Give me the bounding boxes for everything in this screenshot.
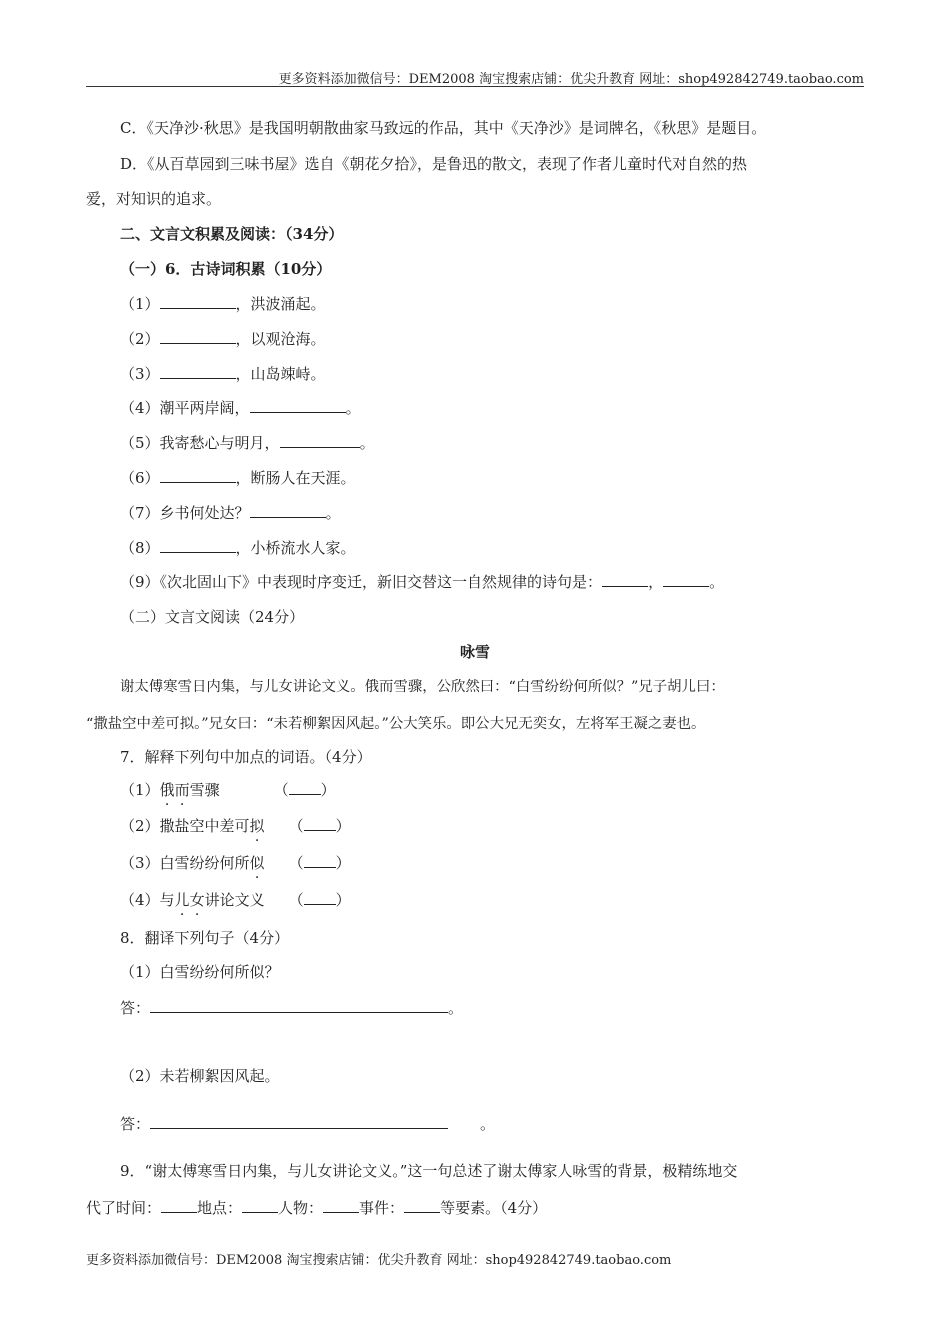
q7-stem: 7．解释下列句中加点的词语。（4分）	[120, 748, 372, 766]
answer-blank[interactable]	[304, 853, 336, 868]
page-header: 更多资料添加微信号：DEM2008 淘宝搜索店铺：优尖升教育 网址：shop492842749.taobao.com	[278, 72, 864, 87]
answer-line[interactable]	[150, 1114, 448, 1129]
q8-answer-1: 答： 。	[120, 999, 464, 1017]
part-2-heading: （二）文言文阅读（24分）	[120, 608, 305, 626]
poem-item-1: （1） ，洪波涌起。	[120, 295, 326, 313]
q9-line-2: 代了时间： 地点： 人物： 事件： 等要素。（4分）	[86, 1199, 548, 1217]
header-divider	[86, 86, 864, 87]
page-footer: 更多资料添加微信号：DEM2008 淘宝搜索店铺：优尖升教育 网址：shop492842749.taobao.com	[86, 1253, 672, 1268]
answer-blank[interactable]	[663, 572, 709, 587]
option-c: C．《天净沙·秋思》是我国明朝散曲家马致远的作品，其中《天净沙》是词牌名，《秋思》是题目。	[120, 119, 767, 137]
answer-blank[interactable]	[289, 780, 321, 795]
poem-item-3: （3） ，山岛竦峙。	[120, 365, 326, 383]
q7-item-3: （3）白雪纷纷何所似 （ ）	[120, 854, 351, 872]
poem-item-4: （4）潮平两岸阔， 。	[120, 399, 361, 417]
passage-line-2: “撒盐空中差可拟。”兄女曰：“未若柳絮因风起。”公大笑乐。即公大兄无奕女，左将军王凝之妻也。	[86, 716, 706, 732]
answer-blank[interactable]	[304, 816, 336, 831]
answer-blank[interactable]	[404, 1198, 440, 1213]
answer-blank[interactable]	[242, 1198, 278, 1213]
answer-blank[interactable]	[602, 572, 648, 587]
answer-blank[interactable]	[160, 364, 236, 379]
part-1-heading: （一）6．古诗词积累（10分）	[120, 260, 332, 278]
answer-blank[interactable]	[304, 890, 336, 905]
poem-item-7: （7）乡书何处达？ 。	[120, 504, 341, 522]
q7-item-1: （1）俄而雪骤 （ ）	[120, 781, 336, 799]
option-d-line2: 爱，对知识的追求。	[86, 190, 222, 208]
poem-item-6: （6） ，断肠人在天涯。	[120, 469, 356, 487]
answer-blank[interactable]	[250, 503, 326, 518]
passage-line-1: 谢太傅寒雪日内集，与儿女讲论文义。俄而雪骤，公欣然曰：“白雪纷纷何所似？”兄子胡儿曰：	[120, 679, 725, 695]
answer-blank[interactable]	[250, 398, 346, 413]
q8-stem: 8．翻译下列句子（4分）	[120, 929, 290, 947]
answer-blank[interactable]	[160, 538, 236, 553]
q8-answer-2: 答： 。	[120, 1115, 496, 1133]
q8-sentence-2: （2）未若柳絮因风起。	[120, 1067, 280, 1085]
answer-blank[interactable]	[160, 468, 236, 483]
passage-title: 咏雪	[459, 643, 490, 661]
section-2-heading: 二、文言文积累及阅读：（34分）	[120, 225, 344, 243]
answer-blank[interactable]	[161, 1198, 197, 1213]
poem-item-2: （2） ，以观沧海。	[120, 330, 326, 348]
answer-blank[interactable]	[280, 433, 360, 448]
poem-item-8: （8） ，小桥流水人家。	[120, 539, 356, 557]
q9-line-1: 9．“谢太傅寒雪日内集，与儿女讲论文义。”这一句总述了谢太傅家人咏雪的背景，极精练地交	[120, 1162, 738, 1180]
q7-item-2: （2）撒盐空中差可拟 （ ）	[120, 817, 351, 835]
answer-blank[interactable]	[160, 294, 236, 309]
answer-line[interactable]	[150, 998, 448, 1013]
q8-sentence-1: （1）白雪纷纷何所似？	[120, 963, 280, 981]
poem-item-9: （9）《次北固山下》中表现时序变迁，新旧交替这一自然规律的诗句是： ， 。	[120, 573, 725, 591]
answer-blank[interactable]	[160, 329, 236, 344]
poem-item-5: （5）我寄愁心与明月， 。	[120, 434, 375, 452]
answer-blank[interactable]	[323, 1198, 359, 1213]
option-d-line1: D．《从百草园到三味书屋》选自《朝花夕拾》，是鲁迅的散文，表现了作者儿童时代对自然的热	[120, 155, 748, 173]
q7-item-4: （4）与儿女讲论文义 （ ）	[120, 891, 351, 909]
